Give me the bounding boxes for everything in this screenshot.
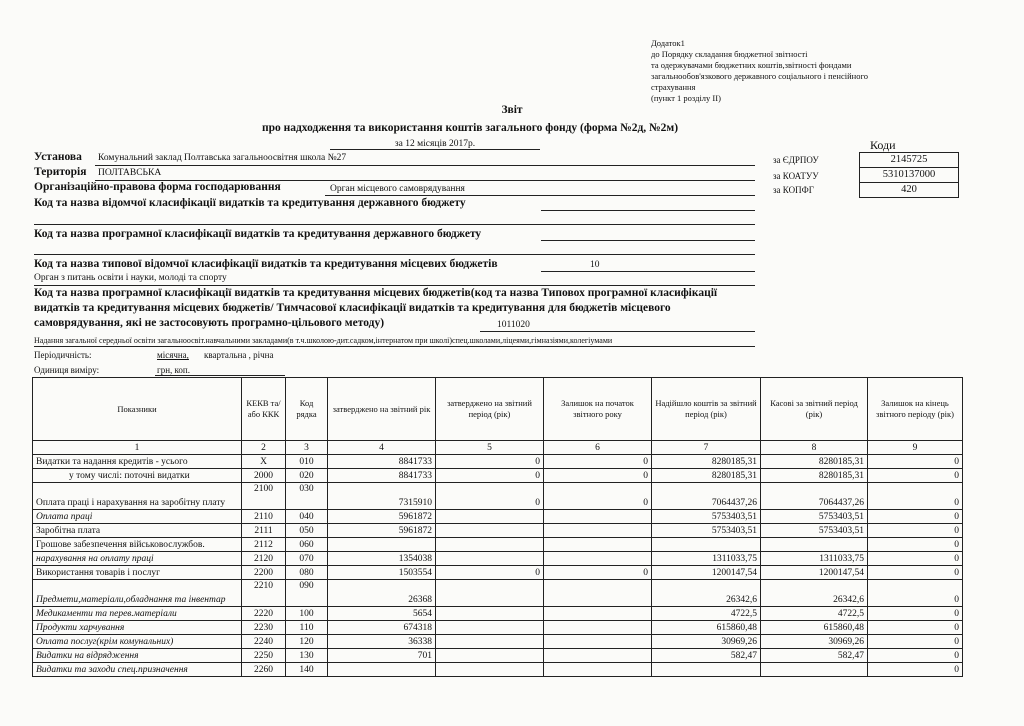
typova-label: Код та назва типової відомчої класифікації видатків та кредитування місцевих бюджетів xyxy=(34,258,498,270)
cell-c6 xyxy=(544,538,652,552)
cell-c5 xyxy=(436,552,544,566)
koatuu-code: 5310137000 xyxy=(859,167,959,183)
cell-c4 xyxy=(328,538,436,552)
table-row xyxy=(33,538,963,552)
row-label: Видатки та надання кредитів - усього xyxy=(33,455,242,469)
vidomcha-code-line xyxy=(541,210,755,211)
cell-c9: 0 xyxy=(868,552,963,566)
table-row xyxy=(33,469,963,483)
ustanova-label: Установа xyxy=(34,151,82,163)
col-number: 8 xyxy=(761,441,868,455)
row-label: у тому числі: поточні видатки xyxy=(33,469,242,483)
unit-underline xyxy=(155,375,285,376)
cell-c4: 701 xyxy=(328,649,436,663)
cell-code: 110 xyxy=(286,621,328,635)
cell-c9: 0 xyxy=(868,635,963,649)
cell-c9: 0 xyxy=(868,469,963,483)
table-row xyxy=(33,580,963,607)
cell-c6: 0 xyxy=(544,455,652,469)
cell-c7: 1200147,54 xyxy=(652,566,761,580)
programna-label: Код та назва програмної класифікації видатків та кредитування державного бюджету xyxy=(34,228,482,240)
table-row xyxy=(33,566,963,580)
cell-code: 130 xyxy=(286,649,328,663)
cell-code: 020 xyxy=(286,469,328,483)
cell-c5 xyxy=(436,649,544,663)
cell-c9: 0 xyxy=(868,580,963,607)
cell-c5 xyxy=(436,580,544,607)
col-number: 6 xyxy=(544,441,652,455)
prog-local-name-line xyxy=(34,346,755,347)
cell-c6 xyxy=(544,663,652,677)
cell-c5: 0 xyxy=(436,455,544,469)
cell-code: 120 xyxy=(286,635,328,649)
cell-c6 xyxy=(544,510,652,524)
table-row xyxy=(33,607,963,621)
annex-note xyxy=(651,38,921,104)
cell-kekv: 2000 xyxy=(242,469,286,483)
cell-kekv: 2200 xyxy=(242,566,286,580)
cell-c4: 1503554 xyxy=(328,566,436,580)
cell-c5 xyxy=(436,621,544,635)
table-row xyxy=(33,649,963,663)
annex-note-line: та одержувачами бюджетних коштів,звітності фондами xyxy=(651,60,852,70)
typova-name-line xyxy=(34,285,755,286)
cell-c5: 0 xyxy=(436,469,544,483)
cell-c8: 582,47 xyxy=(761,649,868,663)
typova-code: 10 xyxy=(590,260,600,270)
vidomcha-name-line xyxy=(34,224,755,225)
cell-c7: 5753403,51 xyxy=(652,510,761,524)
cell-c8 xyxy=(761,663,868,677)
col-header: Показники xyxy=(33,378,242,441)
cell-c5 xyxy=(436,663,544,677)
cell-c4: 5961872 xyxy=(328,524,436,538)
row-label: Медикаменти та перев.матеріали xyxy=(33,607,242,621)
report-table xyxy=(32,377,963,677)
unit-label: Одиниця виміру: xyxy=(34,365,100,375)
cell-c7: 4722,5 xyxy=(652,607,761,621)
cell-code: 030 xyxy=(286,483,328,510)
cell-c9: 0 xyxy=(868,483,963,510)
table-row xyxy=(33,455,963,469)
prog-local-code-line xyxy=(480,331,755,332)
cell-code: 090 xyxy=(286,580,328,607)
table-row xyxy=(33,524,963,538)
col-number: 5 xyxy=(436,441,544,455)
periodicity-label: Періодичність: xyxy=(34,350,92,360)
cell-c7: 5753403,51 xyxy=(652,524,761,538)
col-number: 4 xyxy=(328,441,436,455)
cell-c5 xyxy=(436,510,544,524)
opf-label: Організаційно-правова форма господарювання xyxy=(34,181,281,193)
cell-c7: 1311033,75 xyxy=(652,552,761,566)
table-row xyxy=(33,483,963,510)
cell-c8: 8280185,31 xyxy=(761,455,868,469)
col-header: Залишок на початок звітного року xyxy=(544,378,652,441)
cell-c7: 615860,48 xyxy=(652,621,761,635)
cell-kekv: 2250 xyxy=(242,649,286,663)
col-number: 3 xyxy=(286,441,328,455)
cell-code: 060 xyxy=(286,538,328,552)
cell-c4: 5961872 xyxy=(328,510,436,524)
cell-c6: 0 xyxy=(544,483,652,510)
cell-c9: 0 xyxy=(868,607,963,621)
cell-code: 080 xyxy=(286,566,328,580)
report-subtitle: про надходження та використання коштів загального фонду (форма №2д, №2м) xyxy=(261,122,679,134)
cell-kekv: 2110 xyxy=(242,510,286,524)
opf-underline xyxy=(325,195,755,196)
cell-kekv: 2240 xyxy=(242,635,286,649)
cell-c4: 674318 xyxy=(328,621,436,635)
cell-kekv: 2210 xyxy=(242,580,286,607)
cell-c6 xyxy=(544,607,652,621)
cell-c7: 8280185,31 xyxy=(652,455,761,469)
typova-code-line xyxy=(541,271,755,272)
cell-c8: 5753403,51 xyxy=(761,524,868,538)
cell-c9: 0 xyxy=(868,649,963,663)
annex-note-line: загальнообов'язкового державного соціального і пенсійного xyxy=(651,71,868,81)
cell-c5 xyxy=(436,635,544,649)
programna-name-line xyxy=(34,254,755,255)
table-row xyxy=(33,552,963,566)
col-header: Касові за звітний період (рік) xyxy=(761,378,868,441)
cell-c5 xyxy=(436,607,544,621)
cell-c4: 1354038 xyxy=(328,552,436,566)
cell-c4 xyxy=(328,663,436,677)
opf-value: Орган місцевого самоврядування xyxy=(330,184,465,194)
cell-code: 100 xyxy=(286,607,328,621)
cell-c8: 26342,6 xyxy=(761,580,868,607)
cell-kekv: 2230 xyxy=(242,621,286,635)
col-header: Залишок на кінець звітного періоду (рік) xyxy=(868,378,963,441)
row-label: Використання товарів і послуг xyxy=(33,566,242,580)
cell-c7 xyxy=(652,663,761,677)
cell-c9: 0 xyxy=(868,538,963,552)
row-label: Оплата праці xyxy=(33,510,242,524)
col-number: 7 xyxy=(652,441,761,455)
cell-c4: 26368 xyxy=(328,580,436,607)
terytoriya-value: ПОЛТАВСЬКА xyxy=(98,168,162,178)
prog-local-name: Надання загальної середньої освіти загальноосвіт.навчальними закладами(в т.ч.школою-дит.садком,інтернатом при школі)спец.школами,ліцеями,гімназіями,колегіумами xyxy=(34,336,613,345)
periodicity-selected: місячна, xyxy=(157,350,189,360)
cell-kekv: 2100 xyxy=(242,483,286,510)
cell-c5 xyxy=(436,538,544,552)
row-label: Видатки на відрядження xyxy=(33,649,242,663)
cell-c9: 0 xyxy=(868,566,963,580)
table-header-row xyxy=(33,378,963,441)
prog-local-label-line1: Код та назва програмної класифікації видатків та кредитування місцевих бюджетів(код та назва Типовох програмної класифікації xyxy=(34,287,718,299)
cell-c8: 5753403,51 xyxy=(761,510,868,524)
annex-note-line: до Порядку складання бюджетної звітності xyxy=(651,49,808,59)
cell-c7: 26342,6 xyxy=(652,580,761,607)
cell-c5: 0 xyxy=(436,483,544,510)
cell-kekv: 2120 xyxy=(242,552,286,566)
annex-note-line: (пункт 1 розділу ІІ) xyxy=(651,93,721,103)
cell-c4: 7315910 xyxy=(328,483,436,510)
cell-kekv: 2112 xyxy=(242,538,286,552)
terytoriya-label: Територія xyxy=(34,166,87,178)
cell-c9: 0 xyxy=(868,621,963,635)
vidomcha-label: Код та назва відомчої класифікації видатків та кредитування державного бюджету xyxy=(34,197,466,209)
cell-c5: 0 xyxy=(436,566,544,580)
col-header: затверджено на звітний період (рік) xyxy=(436,378,544,441)
table-row xyxy=(33,621,963,635)
cell-code: 010 xyxy=(286,455,328,469)
codes-header: Коди xyxy=(870,138,896,152)
col-header: Код рядка xyxy=(286,378,328,441)
col-header: КЕКВ та/або ККК xyxy=(242,378,286,441)
row-label: Грошове забезпечення військовослужбов. xyxy=(33,538,242,552)
cell-c8: 8280185,31 xyxy=(761,469,868,483)
annex-note-line: страхування xyxy=(651,82,696,92)
cell-c7: 8280185,31 xyxy=(652,469,761,483)
prog-local-code: 1011020 xyxy=(497,320,530,330)
cell-c5 xyxy=(436,524,544,538)
cell-c8: 1200147,54 xyxy=(761,566,868,580)
cell-c6 xyxy=(544,621,652,635)
row-label: Предмети,матеріали,обладнання та інвентар xyxy=(33,580,242,607)
koatuu-label: за КОАТУУ xyxy=(773,171,819,181)
prog-local-label-line3: самоврядування, які не застосовують програмно-цільового методу) xyxy=(34,317,385,329)
unit-value: грн, коп. xyxy=(157,365,190,375)
cell-c4: 36338 xyxy=(328,635,436,649)
typova-name: Орган з питань освіти і науки, молоді та спорту xyxy=(34,273,227,283)
cell-c9: 0 xyxy=(868,524,963,538)
cell-c9: 0 xyxy=(868,663,963,677)
ustanova-underline xyxy=(95,165,755,166)
ustanova-value: Комунальний заклад Полтавська загальноосвітня школа №27 xyxy=(98,153,347,163)
cell-c8: 1311033,75 xyxy=(761,552,868,566)
cell-code: 140 xyxy=(286,663,328,677)
cell-c8 xyxy=(761,538,868,552)
table-row xyxy=(33,635,963,649)
col-header: Надійшло коштів за звітний період (рік) xyxy=(652,378,761,441)
col-number: 2 xyxy=(242,441,286,455)
cell-c8: 30969,26 xyxy=(761,635,868,649)
cell-code: 070 xyxy=(286,552,328,566)
cell-code: 040 xyxy=(286,510,328,524)
cell-c4: 5654 xyxy=(328,607,436,621)
cell-code: 050 xyxy=(286,524,328,538)
col-header: затверджено на звітний рік xyxy=(328,378,436,441)
cell-c7: 30969,26 xyxy=(652,635,761,649)
cell-kekv: 2111 xyxy=(242,524,286,538)
cell-c6 xyxy=(544,552,652,566)
kopfg-label: за КОПФГ xyxy=(773,185,814,195)
row-label: Заробітна плата xyxy=(33,524,242,538)
cell-c6: 0 xyxy=(544,566,652,580)
cell-c9: 0 xyxy=(868,455,963,469)
col-number: 1 xyxy=(33,441,242,455)
cell-kekv: 2220 xyxy=(242,607,286,621)
cell-c4: 8841733 xyxy=(328,469,436,483)
cell-c8: 615860,48 xyxy=(761,621,868,635)
cell-c7 xyxy=(652,538,761,552)
cell-c6 xyxy=(544,635,652,649)
report-title: Звіт xyxy=(501,104,523,116)
cell-c6 xyxy=(544,524,652,538)
edrpou-code: 2145725 xyxy=(859,152,959,168)
prog-local-label-line2: видатків та кредитування місцевих бюджетів/ Тимчасової класифікації видатків та кредитування для бюджетів місцевого xyxy=(34,302,671,314)
row-label: нарахування на оплату праці xyxy=(33,552,242,566)
row-label: Видатки та заходи спец.призначення xyxy=(33,663,242,677)
row-label: Оплата послуг(крім комунальних) xyxy=(33,635,242,649)
cell-c7: 7064437,26 xyxy=(652,483,761,510)
annex-note-line: Додаток1 xyxy=(651,38,685,48)
cell-c6: 0 xyxy=(544,469,652,483)
periodicity-rest: квартальна , річна xyxy=(204,350,274,360)
cell-kekv: X xyxy=(242,455,286,469)
row-label: Оплата праці і нарахування на заробітну плату xyxy=(33,483,242,510)
cell-c7: 582,47 xyxy=(652,649,761,663)
cell-c8: 4722,5 xyxy=(761,607,868,621)
row-label: Продукти харчування xyxy=(33,621,242,635)
table-row xyxy=(33,510,963,524)
table-row xyxy=(33,663,963,677)
col-number-row xyxy=(33,441,963,455)
cell-c8: 7064437,26 xyxy=(761,483,868,510)
programna-code-line xyxy=(541,240,755,241)
kopfg-code: 420 xyxy=(859,182,959,198)
cell-kekv: 2260 xyxy=(242,663,286,677)
cell-c6 xyxy=(544,580,652,607)
col-number: 9 xyxy=(868,441,963,455)
edrpou-label: за ЄДРПОУ xyxy=(773,155,819,165)
cell-c6 xyxy=(544,649,652,663)
report-period: за 12 місяців 2017р. xyxy=(330,139,540,150)
cell-c9: 0 xyxy=(868,510,963,524)
cell-c4: 8841733 xyxy=(328,455,436,469)
